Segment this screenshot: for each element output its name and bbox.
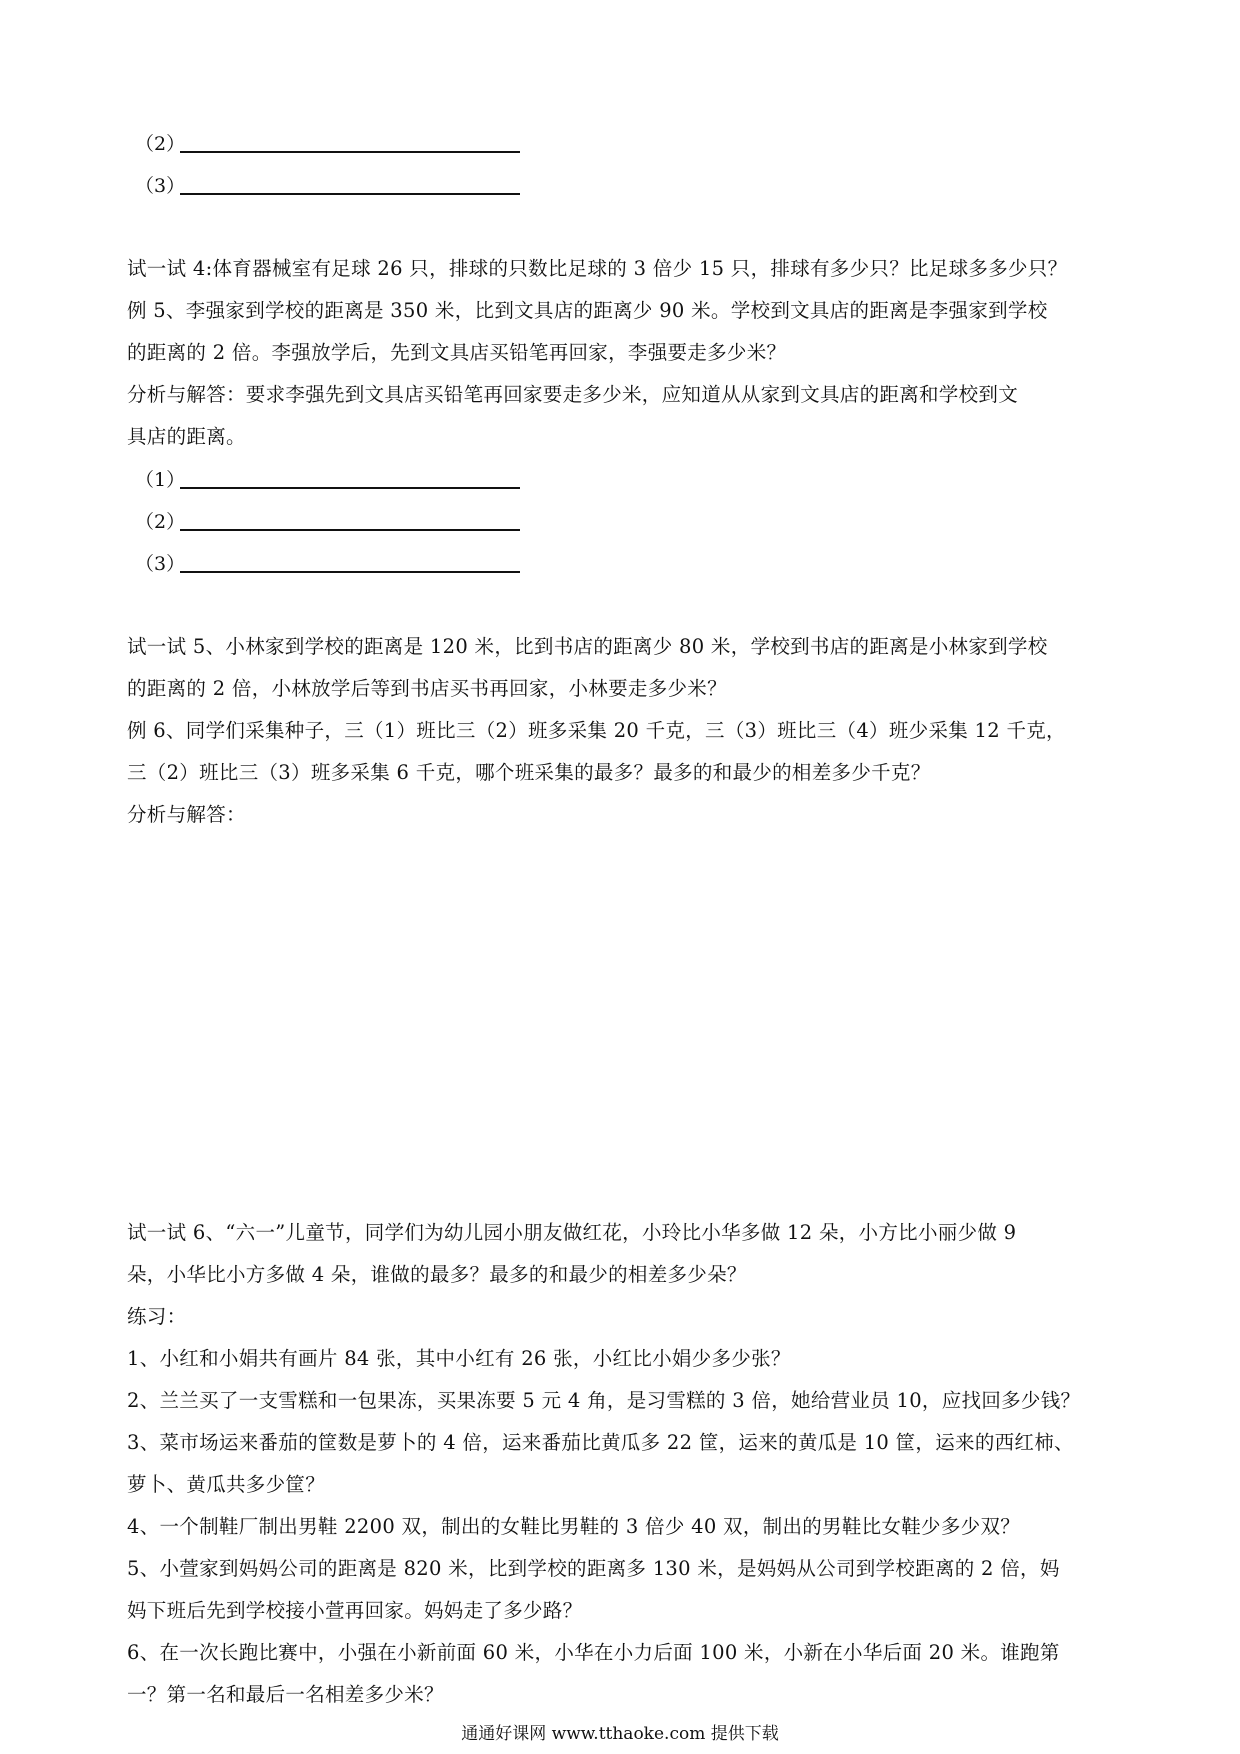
practice-item-3-line-1: 3、菜市场运来番茄的筐数是萝卜的 4 倍，运来番茄比黄瓜多 22 筐，运来的黄瓜是 10 筐，运来的西红柿、 xyxy=(127,1431,1074,1454)
answer-blank-3 xyxy=(135,171,185,201)
example-6-analysis: 分析与解答： xyxy=(127,803,246,826)
blank-label: （1） xyxy=(135,469,186,491)
answer-blank-3 xyxy=(135,549,185,579)
blank-label: （3） xyxy=(135,175,186,197)
practice-item-2: 2、兰兰买了一支雪糕和一包果冻，买果冻要 5 元 4 角，是习雪糕的 3 倍，她给营业员 10，应找回多少钱？ xyxy=(127,1389,1081,1412)
blank-label: （2） xyxy=(135,511,186,533)
practice-item-5-line-2: 妈下班后先到学校接小萱再回家。妈妈走了多少路？ xyxy=(127,1599,583,1622)
page-footer: 通通好课网 www.tthaoke.com 提供下载 xyxy=(461,1724,779,1744)
blank-rule xyxy=(180,487,520,489)
practice-item-5-line-1: 5、小萱家到妈妈公司的距离是 820 米，比到学校的距离多 130 米，是妈妈从公司到学校距离的 2 倍，妈 xyxy=(127,1557,1060,1580)
example-6-line-1: 例 6、同学们采集种子，三（1）班比三（2）班多采集 20 千克，三（3）班比三（4）班少采集 12 千克， xyxy=(127,719,1066,742)
try-4-text: 试一试 4:体育器械室有足球 26 只，排球的只数比足球的 3 倍少 15 只，排球有多少只？比足球多多少只？ xyxy=(127,257,1068,280)
blank-label: （2） xyxy=(135,133,186,155)
try-6-line-1: 试一试 6、“六一”儿童节，同学们为幼儿园小朋友做红花，小玲比小华多做 12 朵，小方比小丽少做 9 xyxy=(127,1221,1017,1244)
try-5-line-2: 的距离的 2 倍，小林放学后等到书店买书再回家，小林要走多少米？ xyxy=(127,677,727,700)
try-5-line-1: 试一试 5、小林家到学校的距离是 120 米，比到书店的距离少 80 米，学校到书店的距离是小林家到学校 xyxy=(127,635,1048,658)
blank-rule xyxy=(180,529,520,531)
practice-item-6-line-2: 一？第一名和最后一名相差多少米？ xyxy=(127,1683,444,1706)
answer-blank-2 xyxy=(135,129,185,159)
blank-rule xyxy=(180,151,520,153)
example-6-line-2: 三（2）班比三（3）班多采集 6 千克，哪个班采集的最多？最多的和最少的相差多少千克？ xyxy=(127,761,931,784)
example-5-analysis-line-2: 具店的距离。 xyxy=(127,425,246,448)
answer-blank-2 xyxy=(135,507,185,537)
practice-item-6-line-1: 6、在一次长跑比赛中，小强在小新前面 60 米，小华在小力后面 100 米，小新在小华后面 20 米。谁跑第 xyxy=(127,1641,1060,1664)
practice-item-3-line-2: 萝卜、黄瓜共多少筐？ xyxy=(127,1473,326,1496)
example-5-line-1: 例 5、李强家到学校的距离是 350 米，比到文具店的距离少 90 米。学校到文具店的距离是李强家到学校 xyxy=(127,299,1048,322)
example-5-analysis-line-1: 分析与解答：要求李强先到文具店买铅笔再回家要走多少米，应知道从从家到文具店的距离和学校到文 xyxy=(127,383,1019,406)
practice-item-4: 4、一个制鞋厂制出男鞋 2200 双，制出的女鞋比男鞋的 3 倍少 40 双，制出的男鞋比女鞋少多少双？ xyxy=(127,1515,1021,1538)
try-6-line-2: 朵，小华比小方多做 4 朵，谁做的最多？最多的和最少的相差多少朵？ xyxy=(127,1263,747,1286)
answer-blank-1 xyxy=(135,465,185,495)
blank-label: （3） xyxy=(135,553,186,575)
practice-item-1: 1、小红和小娟共有画片 84 张，其中小红有 26 张，小红比小娟少多少张？ xyxy=(127,1347,791,1370)
practice-heading: 练习： xyxy=(127,1305,187,1328)
example-5-line-2: 的距离的 2 倍。李强放学后，先到文具店买铅笔再回家，李强要走多少米？ xyxy=(127,341,787,364)
blank-rule xyxy=(180,571,520,573)
blank-rule xyxy=(180,193,520,195)
